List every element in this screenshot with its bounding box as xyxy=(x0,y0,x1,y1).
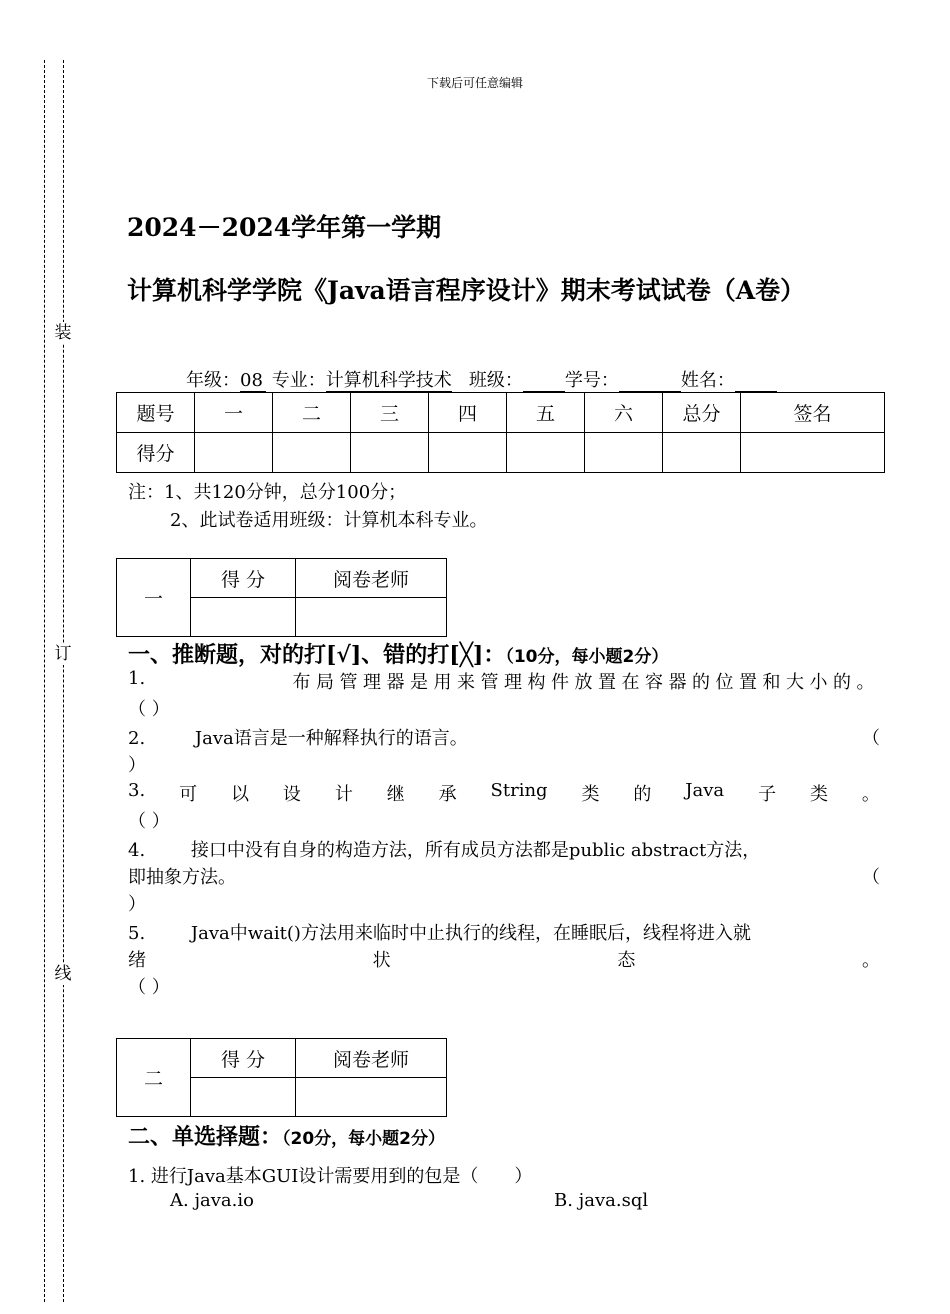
question-5-continued xyxy=(128,946,880,972)
name-label: 姓名： xyxy=(680,370,735,391)
question-word: String xyxy=(490,780,548,801)
question-word: 可 xyxy=(179,784,198,805)
grade-box-score-cell[interactable] xyxy=(191,598,296,637)
grade-box-section-2 xyxy=(116,1038,447,1117)
class-label: 班级： xyxy=(468,370,523,391)
grade-box-score-cell[interactable] xyxy=(191,1078,296,1117)
question-word: 以 xyxy=(231,784,249,805)
question-word: 类 xyxy=(809,784,828,805)
score-table-score-row xyxy=(117,433,885,473)
grade-box-teacher-label: 阅卷老师 xyxy=(296,1039,447,1078)
score-cell[interactable] xyxy=(351,433,429,473)
grade-box-score-label: 得 分 xyxy=(191,1039,296,1078)
question-1 xyxy=(128,668,880,694)
question-3 xyxy=(128,780,880,806)
name-blank[interactable] xyxy=(735,371,777,392)
question-number: 1. xyxy=(128,668,146,689)
score-header-cell: 二 xyxy=(273,393,351,433)
question-text: 接口中没有自身的构造方法，所有成员方法都是public abstract方法， xyxy=(190,840,761,861)
question-word: 类 xyxy=(581,784,600,805)
question-word: 承 xyxy=(438,784,457,805)
question-4-continued: 即抽象方法。 xyxy=(128,867,236,888)
binding-char-xian: 线 xyxy=(52,963,74,985)
grade-value[interactable]: 08 xyxy=(240,371,266,392)
section-1-title xyxy=(128,638,668,669)
answer-blank-open[interactable]: （ xyxy=(862,728,880,749)
grade-box-section-label: 一 xyxy=(117,559,191,637)
question-word: 计 xyxy=(334,784,353,805)
score-cell[interactable] xyxy=(741,433,885,473)
question-number: 3. xyxy=(128,780,146,801)
score-cell[interactable] xyxy=(195,433,273,473)
student-info-line xyxy=(186,366,777,392)
id-label: 学号： xyxy=(564,370,619,391)
note-line-1: 注：1、共120分钟，总分100分； xyxy=(128,482,407,503)
grade-label: 年级： xyxy=(186,370,240,391)
question-word: 状 xyxy=(372,950,391,971)
answer-blank-open[interactable]: （ xyxy=(862,867,880,888)
score-header-cell: 总分 xyxy=(663,393,741,433)
score-header-cell: 签名 xyxy=(741,393,885,433)
question-word: 的 xyxy=(633,784,652,805)
grade-box-teacher-cell[interactable] xyxy=(296,1078,447,1117)
question-word: 态 xyxy=(617,950,636,971)
section-1-heading: 一、推断题，对的打[√]、错的打[╳]： xyxy=(128,642,506,668)
question-word: 绪 xyxy=(128,950,146,971)
grade-box-teacher-cell[interactable] xyxy=(296,598,447,637)
score-header-cell: 四 xyxy=(429,393,507,433)
question-number: 2. xyxy=(128,728,146,749)
question-4 xyxy=(128,836,888,862)
answer-blank-close[interactable]: ） xyxy=(128,755,146,776)
grade-box-teacher-label: 阅卷老师 xyxy=(296,559,447,598)
id-blank[interactable] xyxy=(619,371,681,392)
question-number: 4. xyxy=(128,840,146,861)
question-text: Java中wait()方法用来临时中止执行的线程，在睡眠后，线程将进入就 xyxy=(190,923,751,944)
question-word: 设 xyxy=(282,784,301,805)
score-header-cell: 三 xyxy=(351,393,429,433)
major-label: 专业： xyxy=(271,370,326,391)
header-note: 下载后可任意编辑 xyxy=(426,76,523,90)
section-2-title xyxy=(128,1120,445,1151)
question-text: 布局管理器是用来管理构件放置在容器的位置和大小的。 xyxy=(292,672,880,693)
answer-blank[interactable]: （ ） xyxy=(128,699,170,720)
score-row-label: 得分 xyxy=(117,433,195,473)
score-cell[interactable] xyxy=(585,433,663,473)
note-line-2: 2、此试卷适用班级：计算机本科专业。 xyxy=(170,510,488,531)
score-header-cell: 六 xyxy=(585,393,663,433)
answer-blank[interactable]: （ ） xyxy=(128,977,170,998)
section-1-points: （10分，每小题2分） xyxy=(505,647,669,667)
score-header-cell: 五 xyxy=(507,393,585,433)
score-table-header-row xyxy=(117,393,885,433)
exam-term-title: 2024－2024学年第一学期 xyxy=(127,213,442,242)
score-cell[interactable] xyxy=(429,433,507,473)
question-word: 子 xyxy=(758,784,777,805)
grade-box-section-1 xyxy=(116,558,447,637)
grade-box-score-label: 得 分 xyxy=(191,559,296,598)
answer-blank-close[interactable]: ） xyxy=(128,894,146,915)
grade-box-section-label: 二 xyxy=(117,1039,191,1117)
binding-line-left xyxy=(44,60,45,1302)
section-2-heading: 二、单选择题： xyxy=(128,1124,283,1150)
question-number: 5. xyxy=(128,923,146,944)
question-text: Java语言是一种解释执行的语言。 xyxy=(194,728,468,749)
exam-title: 计算机科学学院《Java语言程序设计》期末考试试卷（A卷） xyxy=(127,276,806,305)
question-word: 继 xyxy=(386,784,405,805)
score-cell[interactable] xyxy=(663,433,741,473)
question-word: 。 xyxy=(861,950,880,971)
score-table xyxy=(116,392,885,473)
mc-option-b[interactable]: B. java.sql xyxy=(554,1190,649,1211)
class-blank[interactable] xyxy=(523,371,565,392)
mc-question-1: 1. 进行Java基本GUI设计需要用到的包是（ ） xyxy=(128,1166,533,1187)
question-word: Java xyxy=(685,780,725,801)
score-cell[interactable] xyxy=(507,433,585,473)
question-word: 。 xyxy=(861,784,880,805)
major-value[interactable]: 计算机科学技术 xyxy=(325,370,452,391)
binding-line-right xyxy=(63,60,64,1302)
score-header-cell: 题号 xyxy=(117,393,195,433)
binding-char-ding: 订 xyxy=(52,643,74,665)
mc-option-a[interactable]: A. java.io xyxy=(170,1190,254,1211)
section-2-points: （20分，每小题2分） xyxy=(282,1129,446,1149)
answer-blank[interactable]: （ ） xyxy=(128,811,170,832)
question-5 xyxy=(128,919,880,945)
score-cell[interactable] xyxy=(273,433,351,473)
score-header-cell: 一 xyxy=(195,393,273,433)
binding-char-zhuang: 装 xyxy=(52,322,74,344)
